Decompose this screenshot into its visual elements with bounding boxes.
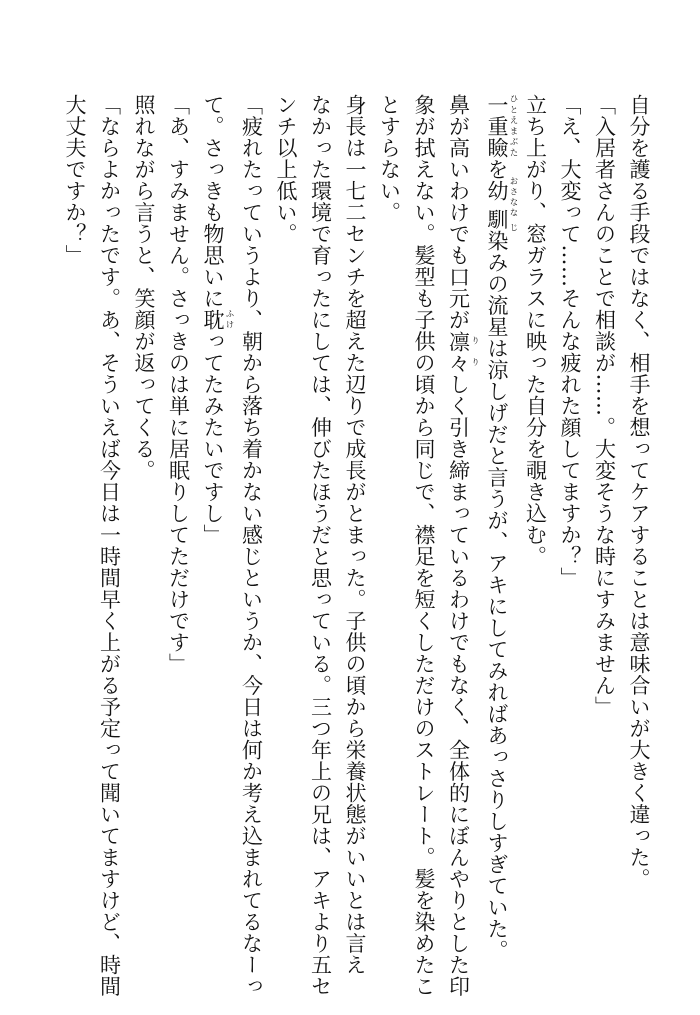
ruby-reading: ふけ	[224, 309, 234, 331]
text-line: 鼻が高いわけでも口元が凛々 りりしく引き締まっているわけでもなく、全体的にぼんやりとした印	[446, 94, 480, 997]
text-line: 「え、大変って……そんな疲れた顔してますか？」	[558, 94, 582, 589]
ruby-base: 凛々	[446, 330, 471, 374]
text-line: 身長は一七二センチを超えた辺りで成長がとまった。子供の頃から栄養状態がいいとは言え	[343, 94, 367, 976]
ruby-annotation	[485, 176, 518, 234]
text-line: 自分を護る手段ではなく、相手を想ってケアすることは意味合いが大きく違った。	[627, 94, 651, 890]
text-line: 一重瞼 ひとえまぶたを幼馴 おさなな じ染みの流星は涼しげだと言うが、アキにしてみればあっさりしすぎていた。	[485, 94, 518, 962]
ruby-base: 幼馴	[485, 176, 509, 234]
ruby-reading: ひとえまぶた	[508, 94, 518, 159]
ruby-reading: りり	[469, 330, 480, 374]
ruby-annotation	[446, 330, 480, 374]
ruby-annotation	[485, 94, 518, 159]
text-line: 大丈夫ですか？」	[63, 94, 87, 266]
text-line: 「ならよかったです。あ、そういえば今日は一時間早く上がる予定って聞いてますけど、時間	[97, 94, 122, 997]
ruby-reading: おさなな じ	[508, 176, 518, 234]
text-line: ンチ以上低い。	[274, 94, 298, 245]
text-line: 象が拭えない。髪型も子供の頃から同じで、襟足を短くしただけのストレート。髪を染めたこ	[412, 94, 436, 997]
ruby-annotation	[201, 309, 234, 331]
text-line: なかった環境で育ったにしては、伸びたほうだと思っている。三つ年上の兄は、アキより五セ	[308, 94, 333, 997]
text-line: 「入居者さんのことで相談が……。大変そうな時にすみません」	[592, 94, 617, 718]
text-line: 「あ、すみません。さっきのは単に居眠りしてただけです」	[166, 94, 191, 675]
text-line: 「疲れたっていうより、朝から落ち着かない感じというか、今日は何か考え込まれてるなーっ	[239, 94, 264, 997]
text-line: 照れながら言うと、笑顔が返ってくる。	[132, 94, 156, 481]
text-line: て。さっきも物思いに耽 ふけってたみたいですし」	[201, 94, 234, 546]
ruby-base: 一重瞼	[485, 94, 509, 159]
ruby-base: 耽	[201, 309, 225, 331]
text-line: とすらない。	[377, 94, 402, 223]
text-line: 立ち上がり、窓ガラスに映った自分を覗き込む。	[523, 94, 548, 567]
vertical-text-block	[58, 94, 657, 997]
